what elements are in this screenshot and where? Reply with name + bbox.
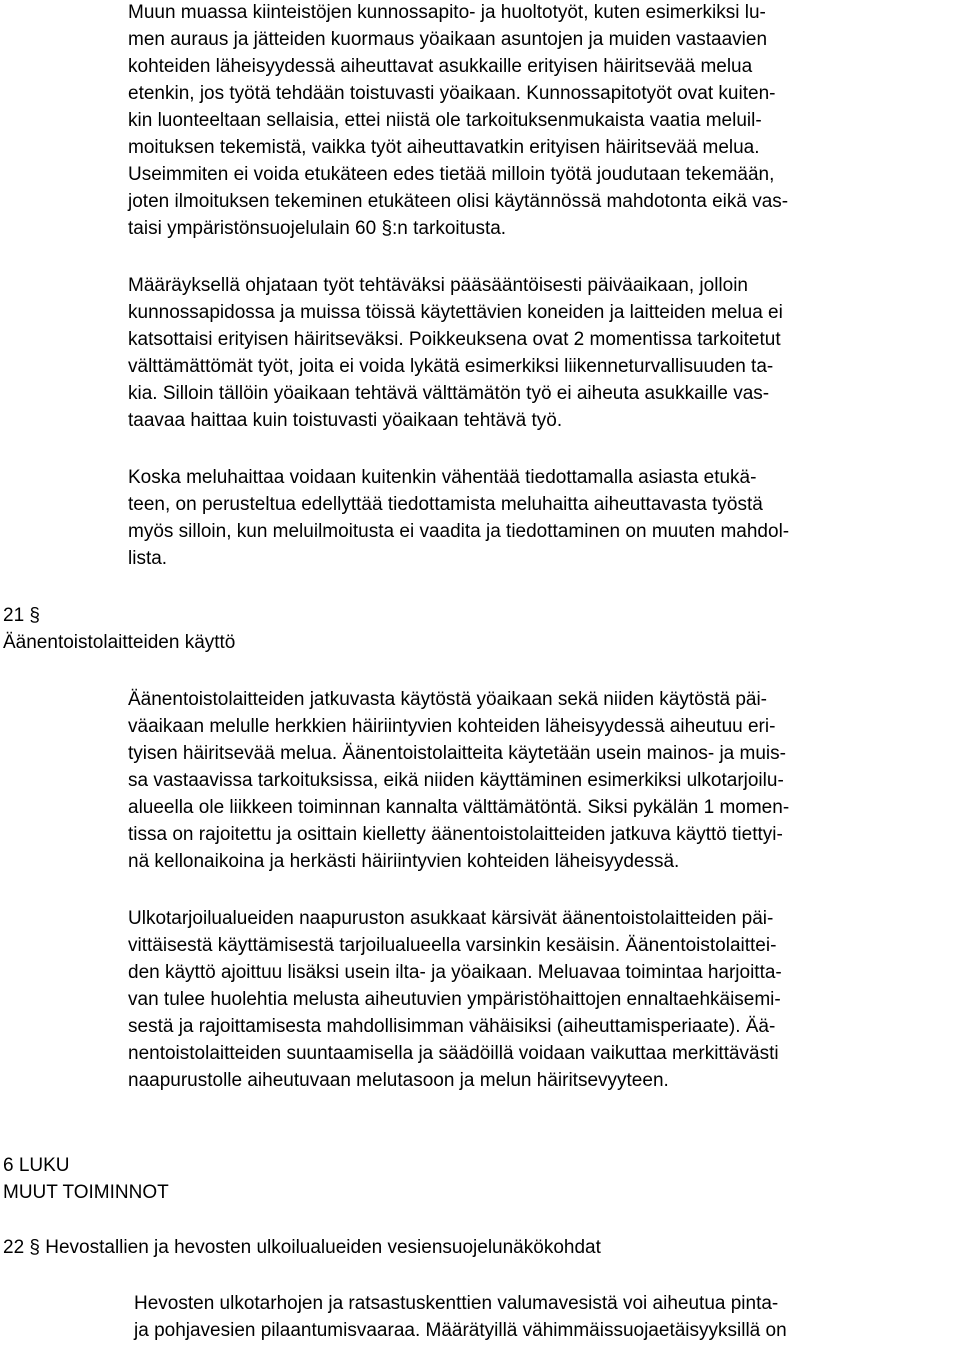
text-line: Koska meluhaittaa voidaan kuitenkin vähentää tiedottamalla asiasta etukä- xyxy=(128,467,757,488)
text-line: tissa on rajoitettu ja osittain kielletty äänentoistolaitteiden jatkuva käyttö tiettyi- xyxy=(128,824,783,845)
text-line: taisi ympäristönsuojelulain 60 §:n tarkoitusta. xyxy=(128,218,507,239)
text-line: Muun muassa kiinteistöjen kunnossapito- ja huoltotyöt, kuten esimerkiksi lu- xyxy=(128,2,766,23)
text-line: välttämättömät työt, joita ei voida lykätä esimerkiksi liikenneturvallisuuden ta- xyxy=(128,356,774,377)
text-line: kohteiden läheisyydessä aiheuttavat asukkaille erityisen häiritsevää melua xyxy=(128,56,753,77)
text-line: men auraus ja jätteiden kuormaus yöaikaan asuntojen ja muiden vastaavien xyxy=(128,29,768,50)
text-line: taavaa haittaa kuin toistuvasti yöaikaan tehtävä työ. xyxy=(128,410,563,431)
text-line: etenkin, jos työtä tehdään toistuvasti yöaikaan. Kunnossapitotyöt ovat kuiten- xyxy=(128,83,776,104)
text-line: Määräyksellä ohjataan työt tehtäväksi pääsääntöisesti päiväaikaan, jolloin xyxy=(128,275,748,296)
text-line: alueella ole liikkeen toiminnan kannalta välttämätöntä. Siksi pykälän 1 momen- xyxy=(128,797,790,818)
text-line: vittäisestä käyttämisestä tarjoilualueella varsinkin kesäisin. Äänentoistolaittei- xyxy=(128,935,777,956)
text-line: moituksen tekemistä, vaikka työt aiheuttavatkin erityisen häiritsevää melua. xyxy=(128,137,760,158)
text-line: Ulkotarjoilualueiden naapuruston asukkaat kärsivät äänentoistolaitteiden päi- xyxy=(128,908,774,929)
text-line: nentoistolaitteiden suuntaamisella ja säädöillä voidaan vaikuttaa merkittävästi xyxy=(128,1043,779,1064)
text-line: nä kellonaikoina ja herkästi häiriintyvien kohteiden läheisyydessä. xyxy=(128,851,680,872)
text-line: kunnossapidossa ja muissa töissä käytettävien koneiden ja laitteiden melua ei xyxy=(128,302,783,323)
text-line: tyisen häiritsevää melua. Äänentoistolaitteita käytetään usein mainos- ja muis- xyxy=(128,743,786,764)
section-title: Äänentoistolaitteiden käyttö xyxy=(3,632,236,653)
text-line: kia. Silloin tällöin yöaikaan tehtävä välttämätön työ ei aiheuta asukkaille vas- xyxy=(128,383,770,404)
text-line: naapurustolle aiheutuvaan melutasoon ja melun häiritsevyyteen. xyxy=(128,1070,669,1091)
text-line: myös silloin, kun meluilmoitusta ei vaadita ja tiedottaminen on muuten mahdol- xyxy=(128,521,790,542)
text-line: teen, on perusteltua edellyttää tiedottamista meluhaitta aiheuttavasta työstä xyxy=(128,494,763,515)
text-line: sestä ja rajoittamisesta mahdollisimman vähäisiksi (aiheuttamisperiaate). Ää- xyxy=(128,1016,776,1037)
text-line: van tulee huolehtia melusta aiheutuvien ympäristöhaittojen ennaltaehkäisemi- xyxy=(128,989,781,1010)
section-number: 21 § xyxy=(3,605,40,626)
chapter-number: 6 LUKU xyxy=(3,1155,70,1176)
text-line: ja pohjavesien pilaantumisvaaraa. Määrätyillä vähimmäissuojaetäisyyksillä on xyxy=(134,1320,787,1341)
text-line: väaikaan melulle herkkien häiriintyvien kohteiden läheisyydessä aiheutuu eri- xyxy=(128,716,776,737)
text-line: Hevosten ulkotarhojen ja ratsastuskenttien valumavesistä voi aiheutua pinta- xyxy=(134,1293,779,1314)
chapter-title: MUUT TOIMINNOT xyxy=(3,1182,169,1203)
text-line: Useimmiten ei voida etukäteen edes tietää milloin työtä joudutaan tekemään, xyxy=(128,164,775,185)
text-line: joten ilmoituksen tekeminen etukäteen olisi käytännössä mahdotonta eikä vas- xyxy=(128,191,789,212)
text-line: Äänentoistolaitteiden jatkuvasta käytöstä yöaikaan sekä niiden käytöstä päi- xyxy=(128,689,768,710)
text-line: lista. xyxy=(128,548,168,569)
text-line: kin luonteeltaan sellaisia, ettei niistä ole tarkoituksenmukaista vaatia meluil- xyxy=(128,110,762,131)
text-line: sa vastaavissa tarkoituksissa, eikä niiden käyttäminen esimerkiksi ulkotarjoilu- xyxy=(128,770,784,791)
text-line: katsottaisi erityisen häiritseväksi. Poikkeuksena ovat 2 momentissa tarkoitetut xyxy=(128,329,781,350)
section-heading: 22 § Hevostallien ja hevosten ulkoilualueiden vesiensuojelunäkökohdat xyxy=(3,1237,601,1258)
text-line: den käyttö ajoittuu lisäksi usein ilta- ja yöaikaan. Meluavaa toimintaa harjoitta- xyxy=(128,962,782,983)
